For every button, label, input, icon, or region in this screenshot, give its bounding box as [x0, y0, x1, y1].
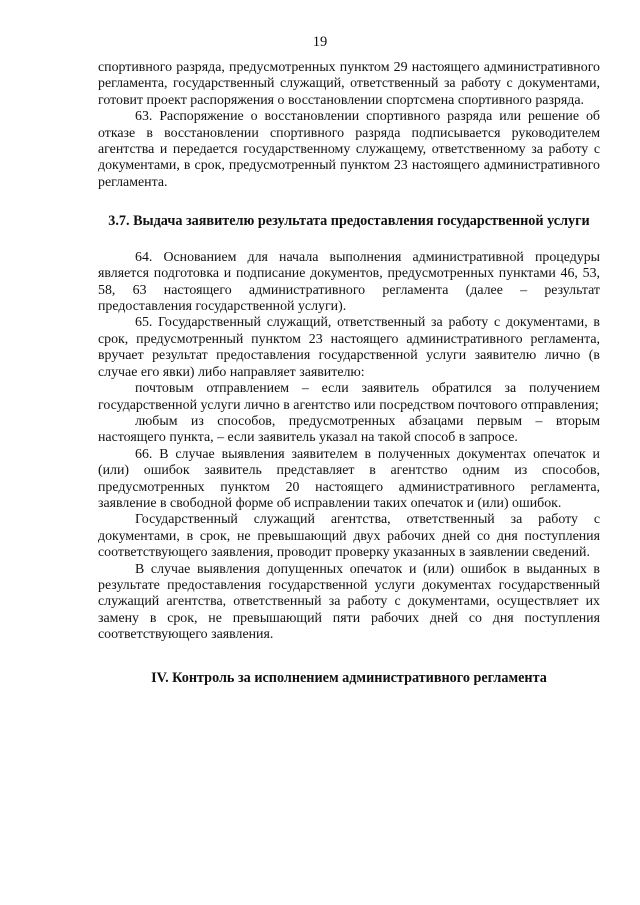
- section-heading-3-7: 3.7. Выдача заявителю результата предоставления государственной услуги: [108, 213, 590, 230]
- paragraph-65-option-any: любым из способов, предусмотренных абзацами первым – вторым настоящего пункта, – если заявитель указал на такой способ в запросе.: [98, 413, 600, 446]
- paragraph-66-replacement: В случае выявления допущенных опечаток и (или) ошибок в выданных в результате предоставления государственной услуги документах государственный служащий агентства, ответственный за работу с документами, осуществляет их замену в срок, не превышающий пяти рабочих дней со дня поступления соответствующего заявления.: [98, 561, 600, 643]
- paragraph-63: 63. Распоряжение о восстановлении спортивного разряда или решение об отказе в восстановлении спортивного разряда подписывается руководителем агентства и передается государственному служащему, ответственному за работу с документами, в срок, предусмотренный пунктом 23 настоящего административного регламента.: [98, 109, 600, 190]
- paragraph-66-check: Государственный служащий агентства, ответственный за работу с документами, в срок, не превышающий двух рабочих дней со дня поступления соответствующего заявления, проводит проверку указанных в заявлении сведений.: [98, 512, 600, 561]
- section-heading-iv: IV. Контроль за исполнением административного регламента: [151, 669, 547, 686]
- paragraph-continuation: спортивного разряда, предусмотренных пунктом 29 настоящего административного регламента, государственный служащий, ответственный за работу с документами, готовит проект распоряжения о восстановлении спортсмена спортивного разряда.: [98, 60, 600, 108]
- paragraph-65-option-mail: почтовым отправлением – если заявитель обратился за получением государственной услуги лично в агентство или посредством почтового отправления;: [98, 381, 600, 413]
- page-number: 19: [312, 34, 328, 50]
- paragraph-66: 66. В случае выявления заявителем в полученных документах опечаток и (или) ошибок заявитель представляет в агентство одним из способов, предусмотренных пунктом 20 настоящего административного регламента, заявление в свободной форме об исправлении таких опечаток и (или) ошибок.: [98, 446, 600, 511]
- document-body: [98, 60, 600, 686]
- paragraph-64: 64. Основанием для начала выполнения административной процедуры является подготовка и подписание документов, предусмотренных пунктами 46, 53, 58, 63 настоящего административного регламента (далее – результат предоставления государственной услуги).: [98, 249, 600, 315]
- paragraph-65: 65. Государственный служащий, ответственный за работу с документами, в срок, предусмотренный пунктом 23 настоящего административного регламента, вручает результат предоставления государственной услуги заявителю лично (в случае его явки) либо направляет заявителю:: [98, 315, 600, 380]
